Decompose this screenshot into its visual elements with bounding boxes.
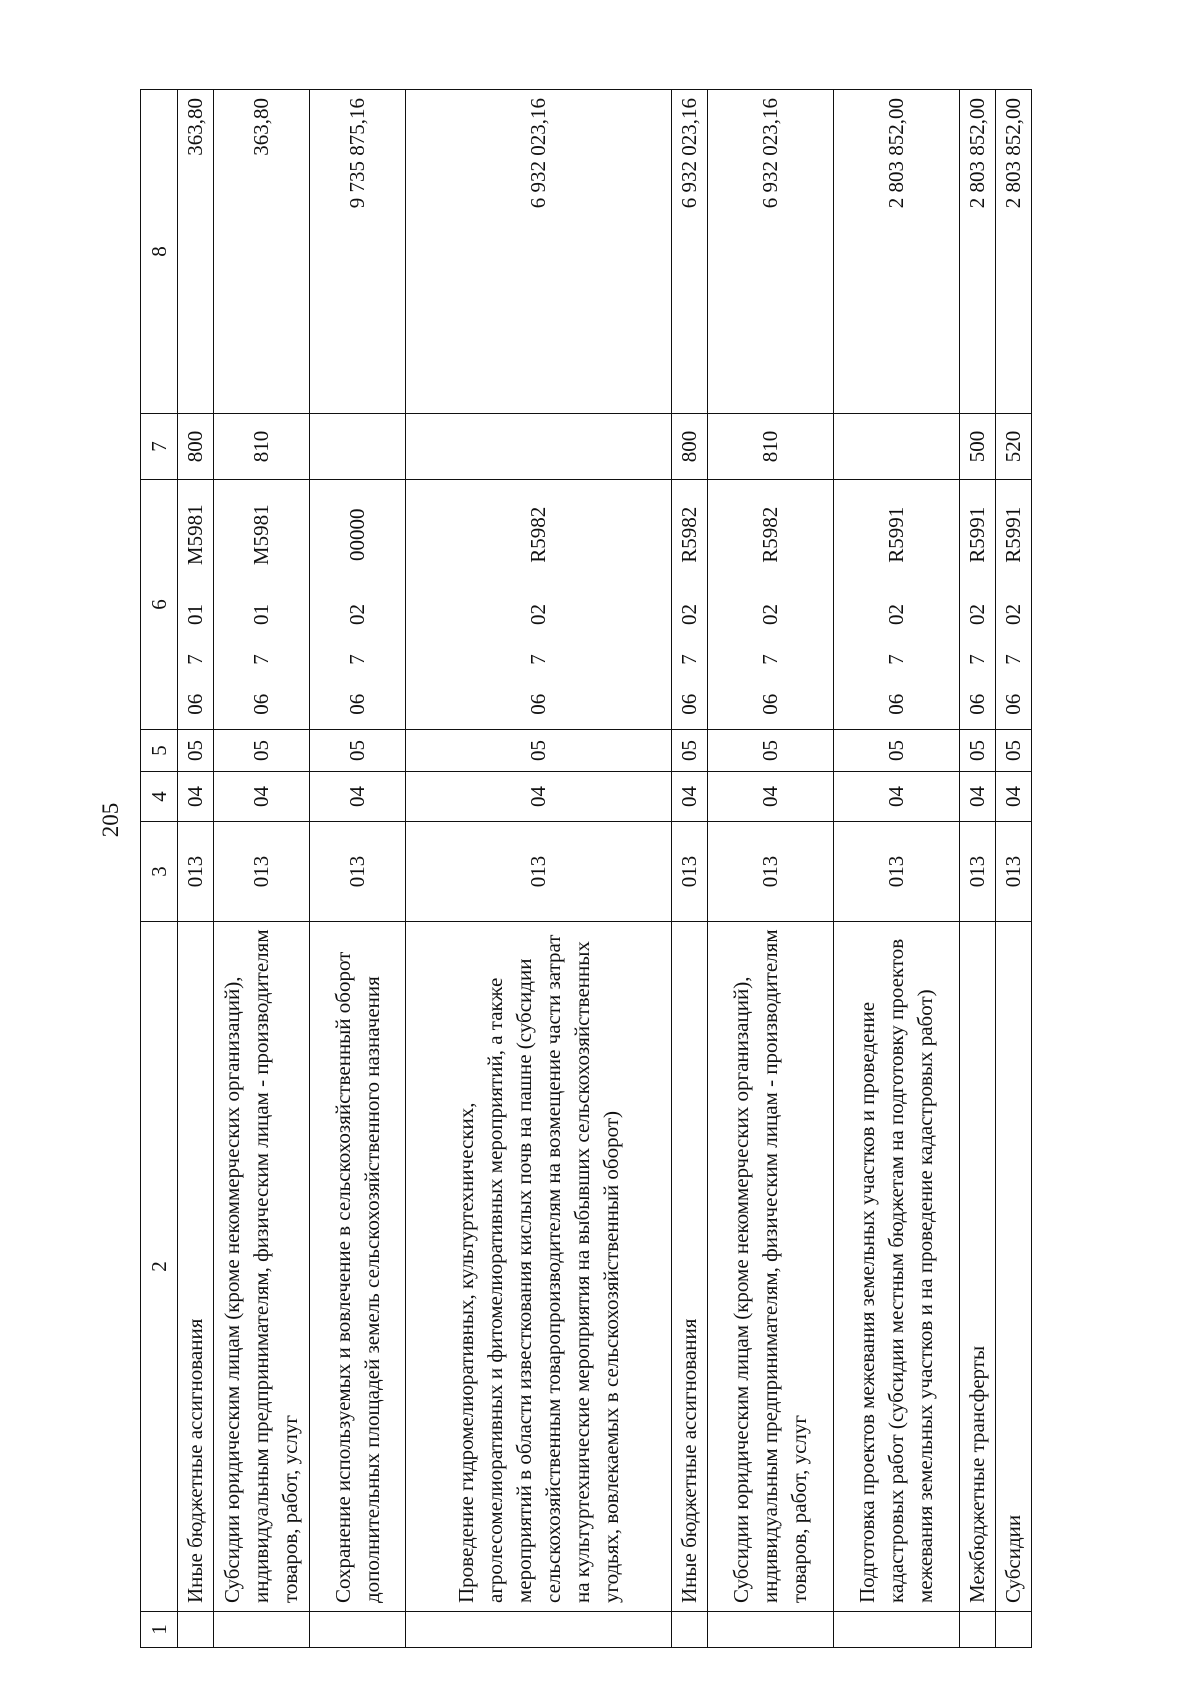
- cell-expense-type: [406, 414, 672, 480]
- cell-amount: 9 735 875,16: [310, 90, 406, 414]
- cell-ministry: 013: [834, 822, 960, 922]
- header-col-2: 2: [141, 922, 178, 1612]
- table-row: [214, 90, 310, 1648]
- table-row: [406, 90, 672, 1648]
- row-number-cell: [960, 1612, 996, 1648]
- row-number-cell: [178, 1612, 214, 1648]
- cell-program: 06: [708, 680, 834, 730]
- cell-section: 04: [960, 772, 996, 822]
- cell-expense-type: 810: [708, 414, 834, 480]
- cell-program: 06: [406, 680, 672, 730]
- cell-subprogram: 7: [178, 640, 214, 680]
- header-col-8: 8: [141, 90, 178, 414]
- cell-program: 06: [672, 680, 708, 730]
- cell-amount: 6 932 023,16: [708, 90, 834, 414]
- cell-subprogram: 7: [708, 640, 834, 680]
- cell-subprogram: 7: [996, 640, 1032, 680]
- row-number-cell: [672, 1612, 708, 1648]
- cell-program: 06: [310, 680, 406, 730]
- cell-section: 04: [708, 772, 834, 822]
- table-row: [834, 90, 960, 1648]
- cell-event: 02: [996, 590, 1032, 640]
- cell-event: 02: [672, 590, 708, 640]
- header-col-4: 4: [141, 772, 178, 822]
- cell-direction: R5991: [996, 480, 1032, 590]
- row-number-cell: [834, 1612, 960, 1648]
- table-row: [672, 90, 708, 1648]
- cell-section: 04: [178, 772, 214, 822]
- row-name: Иные бюджетные ассигнования: [672, 922, 708, 1612]
- cell-program: 06: [834, 680, 960, 730]
- cell-ministry: 013: [310, 822, 406, 922]
- cell-section: 04: [214, 772, 310, 822]
- cell-event: 02: [834, 590, 960, 640]
- cell-ministry: 013: [406, 822, 672, 922]
- cell-direction: R5991: [960, 480, 996, 590]
- cell-amount: 6 932 023,16: [406, 90, 672, 414]
- table-row: [708, 90, 834, 1648]
- row-number-cell: [996, 1612, 1032, 1648]
- row-name: Сохранение используемых и вовлечение в сельскохозяйственный оборот дополнительных площадей земель сельскохозяйственного назначения: [310, 922, 406, 1612]
- cell-subsection: 05: [406, 730, 672, 772]
- row-name: Подготовка проектов межевания земельных участков и проведение кадастровых работ (субсидии местным бюджетам на подготовку проектов межевания земельных участков и на проведение кадастровых работ): [834, 922, 960, 1612]
- cell-expense-type: 800: [672, 414, 708, 480]
- cell-subprogram: 7: [960, 640, 996, 680]
- row-number-cell: [708, 1612, 834, 1648]
- row-name: Субсидии юридическим лицам (кроме некоммерческих организаций), индивидуальным предпринимателям, физическим лицам - производителям товаров, работ, услуг: [214, 922, 310, 1612]
- table-row: [960, 90, 996, 1648]
- cell-event: 01: [214, 590, 310, 640]
- cell-subsection: 05: [310, 730, 406, 772]
- cell-subsection: 05: [834, 730, 960, 772]
- cell-ministry: 013: [996, 822, 1032, 922]
- cell-subprogram: 7: [406, 640, 672, 680]
- header-col-1: 1: [141, 1612, 178, 1648]
- cell-direction: R5982: [708, 480, 834, 590]
- cell-section: 04: [834, 772, 960, 822]
- cell-ministry: 013: [708, 822, 834, 922]
- cell-direction: M5981: [178, 480, 214, 590]
- cell-subsection: 05: [214, 730, 310, 772]
- header-col-5: 5: [141, 730, 178, 772]
- cell-subprogram: 7: [672, 640, 708, 680]
- cell-section: 04: [310, 772, 406, 822]
- cell-amount: 6 932 023,16: [672, 90, 708, 414]
- row-name: Иные бюджетные ассигнования: [178, 922, 214, 1612]
- cell-subsection: 05: [178, 730, 214, 772]
- header-row: [141, 90, 178, 1648]
- table-row: [996, 90, 1032, 1648]
- cell-amount: 363,80: [178, 90, 214, 414]
- cell-ministry: 013: [214, 822, 310, 922]
- cell-program: 06: [960, 680, 996, 730]
- row-name: Субсидии: [996, 922, 1032, 1612]
- table-row: [178, 90, 214, 1648]
- cell-expense-type: 810: [214, 414, 310, 480]
- cell-program: 06: [214, 680, 310, 730]
- page-number: 205: [98, 802, 123, 838]
- cell-amount: 2 803 852,00: [996, 90, 1032, 414]
- row-number-cell: [406, 1612, 672, 1648]
- cell-subprogram: 7: [214, 640, 310, 680]
- row-name: Проведение гидромелиоративных, культуртехнических, агролесомелиоративных и фитомелиоративных мероприятий, а также мероприятий в области известкования кислых почв на пашне (субсидии сельскохозяйственным товаропроизводителям на возмещение части затрат на культуртехнические мероприятия на выбывших сельскохозяйственных угодьях, вовлекаемых в сельскохозяйственный оборот): [406, 922, 672, 1612]
- cell-expense-type: [310, 414, 406, 480]
- header-col-7: 7: [141, 414, 178, 480]
- cell-ministry: 013: [178, 822, 214, 922]
- cell-section: 04: [996, 772, 1032, 822]
- cell-event: 02: [960, 590, 996, 640]
- cell-amount: 2 803 852,00: [960, 90, 996, 414]
- cell-direction: M5981: [214, 480, 310, 590]
- cell-event: 02: [310, 590, 406, 640]
- cell-program: 06: [178, 680, 214, 730]
- cell-subsection: 05: [708, 730, 834, 772]
- cell-expense-type: [834, 414, 960, 480]
- row-name: Субсидии юридическим лицам (кроме некоммерческих организаций), индивидуальным предпринимателям, физическим лицам - производителям товаров, работ, услуг: [708, 922, 834, 1612]
- header-col-6: 6: [141, 480, 178, 730]
- cell-event: 02: [708, 590, 834, 640]
- header-col-3: 3: [141, 822, 178, 922]
- cell-subprogram: 7: [834, 640, 960, 680]
- cell-section: 04: [406, 772, 672, 822]
- row-name: Межбюджетные трансферты: [960, 922, 996, 1612]
- cell-amount: 2 803 852,00: [834, 90, 960, 414]
- cell-ministry: 013: [672, 822, 708, 922]
- cell-expense-type: 520: [996, 414, 1032, 480]
- cell-subsection: 05: [996, 730, 1032, 772]
- cell-section: 04: [672, 772, 708, 822]
- row-number-cell: [214, 1612, 310, 1648]
- cell-direction: R5982: [672, 480, 708, 590]
- cell-program: 06: [996, 680, 1032, 730]
- cell-subsection: 05: [672, 730, 708, 772]
- cell-event: 01: [178, 590, 214, 640]
- cell-subsection: 05: [960, 730, 996, 772]
- cell-direction: R5982: [406, 480, 672, 590]
- cell-expense-type: 800: [178, 414, 214, 480]
- budget-table: [140, 89, 1032, 1648]
- cell-event: 02: [406, 590, 672, 640]
- cell-ministry: 013: [960, 822, 996, 922]
- cell-subprogram: 7: [310, 640, 406, 680]
- cell-amount: 363,80: [214, 90, 310, 414]
- cell-direction: R5991: [834, 480, 960, 590]
- row-number-cell: [310, 1612, 406, 1648]
- table-row: [310, 90, 406, 1648]
- cell-expense-type: 500: [960, 414, 996, 480]
- cell-direction: 00000: [310, 480, 406, 590]
